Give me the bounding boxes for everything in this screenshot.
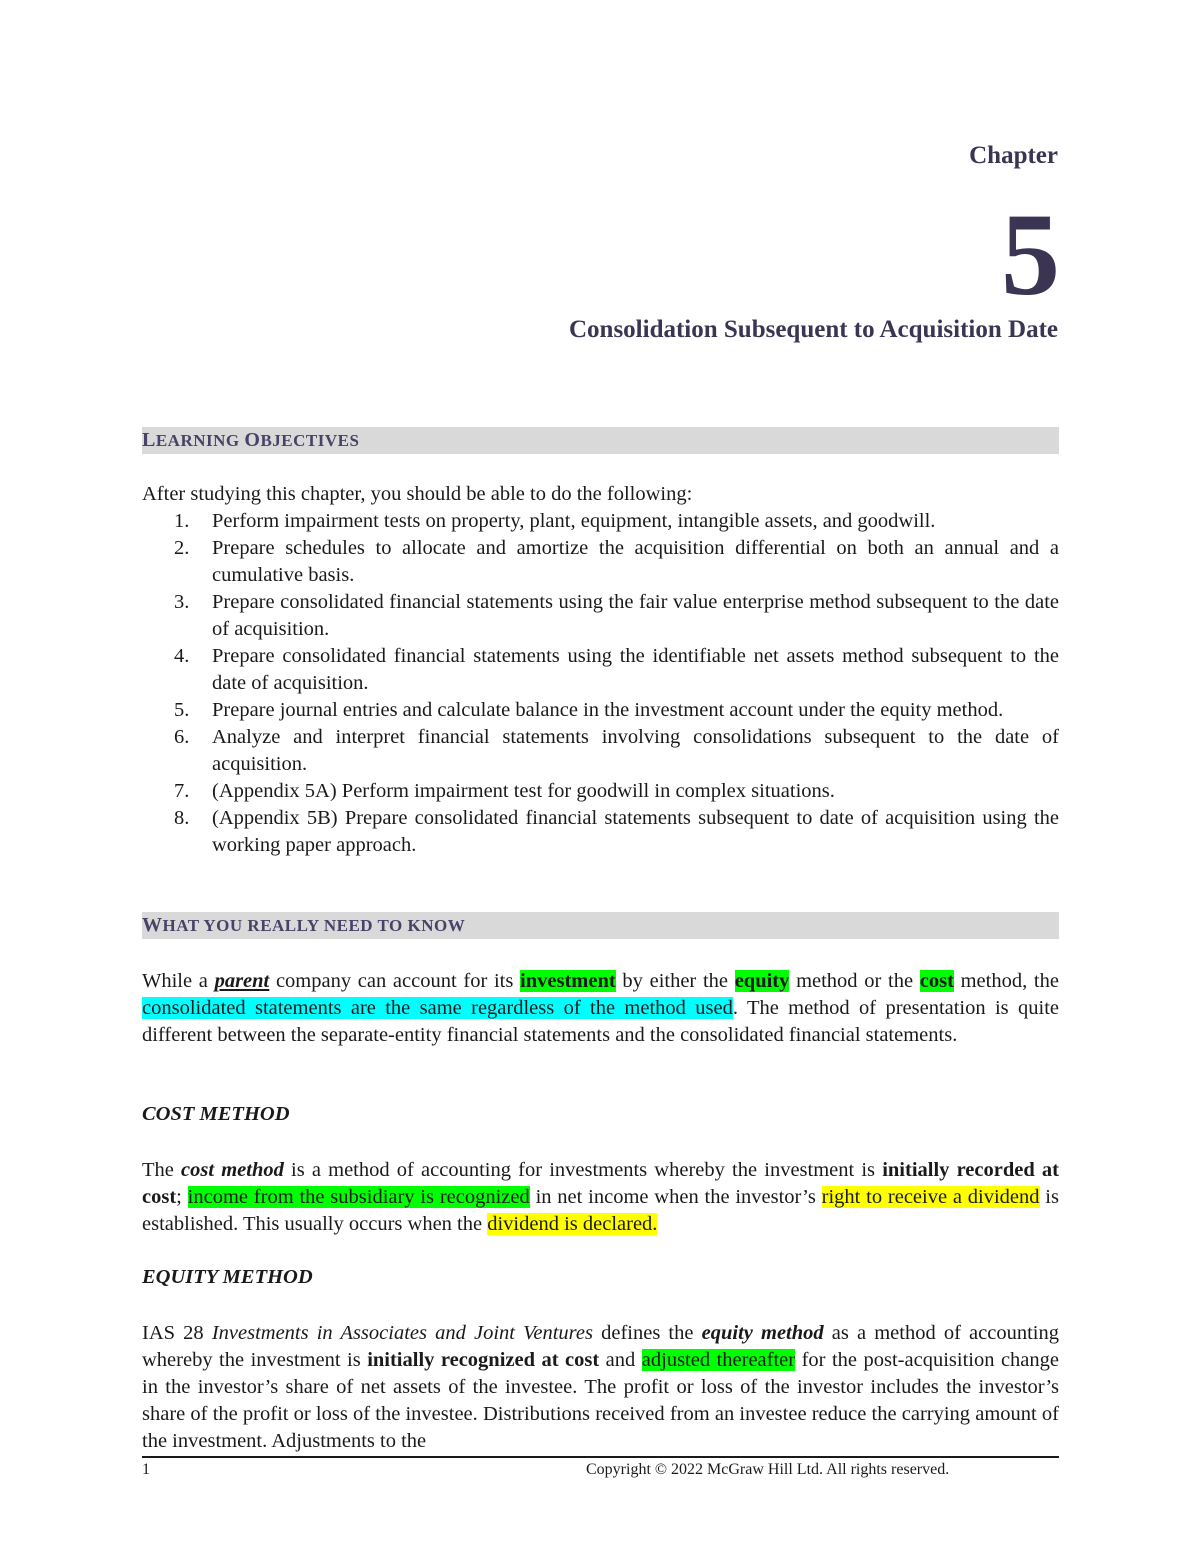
item-number: 4. — [174, 645, 190, 667]
equity-method-heading: EQUITY METHOD — [142, 1266, 313, 1288]
item-text: (Appendix 5A) Perform impairment test for goodwill in complex situations. — [212, 780, 835, 802]
footer-rule — [142, 1456, 1059, 1458]
list-item — [142, 508, 1059, 535]
intro-paragraph — [142, 968, 1059, 1049]
item-number: 1. — [174, 510, 190, 532]
list-item — [142, 643, 1059, 697]
text-run: IAS 28 — [142, 1322, 212, 1344]
item-text: Perform impairment tests on property, plant, equipment, intangible assets, and goodwill. — [212, 510, 936, 532]
bold-initially-recognized: initially recognized at cost — [367, 1349, 600, 1371]
text-run: by either the — [615, 970, 735, 992]
list-item — [142, 535, 1059, 589]
heading-initial: W — [142, 914, 163, 936]
text-run: is a method of accounting for investments whereby the investment is — [283, 1159, 883, 1181]
text-run: and — [599, 1349, 642, 1371]
term-equity-method: equity method — [701, 1322, 824, 1344]
need-to-know-heading — [142, 912, 1059, 939]
cost-method-paragraph — [142, 1157, 1059, 1238]
item-text: Prepare consolidated financial statements using the fair value enterprise method subsequent to the date of acquisition. — [212, 591, 1059, 640]
highlight-dividend-declared: dividend is declared. — [487, 1213, 658, 1235]
text-run: The — [142, 1159, 182, 1181]
heading-initial: O — [244, 429, 261, 451]
text-run: is established. This usually occurs when the — [142, 1186, 1059, 1235]
bold-initially-recorded: initially recorded at cost — [142, 1159, 1059, 1208]
text-run: in net income when the investor’s — [529, 1186, 822, 1208]
list-item — [142, 697, 1059, 724]
cost-method-heading: COST METHOD — [142, 1103, 290, 1125]
item-number: 7. — [174, 780, 190, 802]
list-item — [142, 589, 1059, 643]
list-item — [142, 805, 1059, 859]
page-number: 1 — [142, 1461, 150, 1478]
heading-initial: L — [142, 429, 156, 451]
term-cost-method: cost method — [181, 1159, 284, 1181]
chapter-number: 5 — [1001, 189, 1060, 320]
objectives-list — [142, 508, 1059, 859]
copyright-notice: Copyright © 2022 McGraw Hill Ltd. All rights reserved. — [586, 1461, 950, 1478]
item-number: 2. — [174, 537, 190, 559]
item-number: 3. — [174, 591, 190, 613]
standard-name: Investments in Associates and Joint Ventures — [211, 1322, 593, 1344]
highlight-adjusted-thereafter: adjusted thereafter — [641, 1349, 796, 1371]
text-run: While a — [142, 970, 215, 992]
learning-objectives-heading — [142, 427, 1059, 454]
text-run: defines the — [592, 1322, 702, 1344]
highlight-investment: investment — [520, 970, 616, 992]
list-item — [142, 724, 1059, 778]
item-text: Analyze and interpret financial statements involving consolidations subsequent to the date of acquisition. — [212, 726, 1059, 775]
highlight-equity: equity — [734, 970, 790, 992]
text-run: for the post-acquisition change in the investor’s share of net assets of the investee. The profit or loss of the investor includes the investor’s share of the profit or loss of the investee. Distributions received from an investee reduce the carrying amount of the investment. Adjustments to the — [142, 1349, 1059, 1452]
equity-method-paragraph — [142, 1320, 1059, 1455]
heading-text: HAT YOU REALLY NEED TO KNOW — [162, 916, 466, 935]
heading-text: EARNING — [155, 431, 245, 450]
item-text: Prepare consolidated financial statements using the identifiable net assets method subsequent to the date of acquisition. — [212, 645, 1059, 694]
text-run: company can account for its — [269, 970, 521, 992]
item-text: Prepare journal entries and calculate balance in the investment account under the equity method. — [212, 699, 1004, 721]
highlight-same-statements: consolidated statements are the same regardless of the method used — [142, 997, 733, 1019]
text-run: . The method of presentation is quite different between the separate-entity financial statements and the consolidated financial statements. — [142, 997, 1060, 1046]
highlight-income-recognized: income from the subsidiary is recognized — [187, 1186, 530, 1208]
item-text: (Appendix 5B) Prepare consolidated financial statements subsequent to date of acquisition using the working paper approach. — [212, 807, 1059, 856]
item-number: 8. — [174, 807, 190, 829]
objectives-intro: After studying this chapter, you should be able to do the following: — [142, 483, 693, 505]
term-parent: parent — [214, 970, 270, 992]
highlight-cost: cost — [919, 970, 954, 992]
item-number: 5. — [174, 699, 190, 721]
text-run: as a method of accounting whereby the investment is — [142, 1322, 1059, 1371]
list-item — [142, 778, 1059, 805]
item-text: Prepare schedules to allocate and amortize the acquisition differential on both an annual and a cumulative basis. — [212, 537, 1059, 586]
item-number: 6. — [174, 726, 190, 748]
text-run: ; — [176, 1186, 188, 1208]
chapter-label: Chapter — [969, 142, 1058, 169]
text-run: method or the — [789, 970, 920, 992]
text-run: method, the — [953, 970, 1059, 992]
chapter-title: Consolidation Subsequent to Acquisition Date — [568, 316, 1058, 343]
heading-text: BJECTIVES — [260, 431, 360, 450]
highlight-right-to-dividend: right to receive a dividend — [821, 1186, 1040, 1208]
